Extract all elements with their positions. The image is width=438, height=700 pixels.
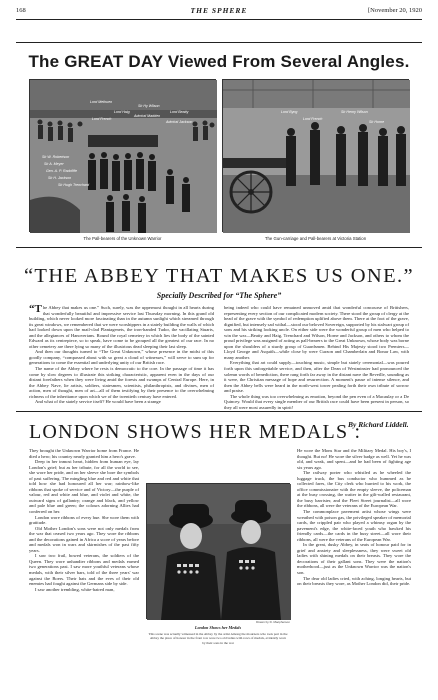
article-paragraph: Everything that art could supply—touching music, simple but stately ceremonial—was poured forth upon this unforgettable service, and then, after the Dean of Westminster had pronounced the solemn words of benediction, there rang forth far away in the distant nave the Reveille, sounding as it were, the Christian message of hope and resurrection. A moment's pause of intense silence, and then the Abbey bells were heard in the north-west tower pealing forth their own tribute of sorrow and praise. [224,360,409,394]
article-paragraph: being indeed who could have remained unmoved amid that wonderful concourse of Britishers, representing every section of our complicated modern society. There stood the group of clergy at the head of the grave with the symbol of redemption uplifted above them. There at the foot of the grave, dignified, but intensely sad withal—stood our beloved Sovereign, supported by his stalwart group of sons and his striking looking uncle. On either side were the wonderful group of men who helped to win the war—Beatty and Haig, Trenchard and Wilson, Horne and Jackson, and others to whom the proud privilege was assigned of acting as pall-bearers to the Great Unknown, whose body was borne upon the shoulders of a sturdy group of Guardsmen. Behind His Majesty stood two Premiers—Lloyd George and Asquith—while close by were Curzon and Chamberlain and Bonar Law, with many another. [224,305,409,360]
photo-label: Lord Beatty [170,110,189,114]
article-paragraph: In the great, dusky Abbey, in seats of honour paid for in grief and anxiety and sleeplessness, they were sweet old ladies with shining medals on their breasts. They wore the decorations of their gallant sons. They were the nation's motherhood—just as the Unknown Warrior was the nation's son. [297,542,411,576]
article-paragraph: Old Mother London's sons were not only medals from the war that ceased two years ago. They wore the ribbons and the decorations gained in Africa a score of years before and medals won in wars and skirmishes of the past fifty years. [29,525,139,553]
article-paragraph: He wore the Mons Star and the Military Medal. His boy's, I thought. But no! He wore the silver badge as well. Yet he was old, and weak, and spent—and he had been of fighting age six years ago. [297,448,411,470]
gun-carriage-photo [222,79,409,232]
photo-label: Sir Hy Wilson [138,104,160,108]
photo-caption: The Pall-bearers of the Unknown Warrior [83,236,162,241]
section-rule [16,411,422,412]
illustration-credit: Drawn by D. Macpherson [256,620,290,624]
photo-label: Lord Methuen [90,100,113,104]
main-headline: The GREAT DAY Viewed From Several Angles. [28,52,410,71]
article-paragraph: And what of the stately service itself? He would have been a strange [35,399,161,405]
abbey-column-1 [29,305,214,405]
london-byline: By Richard Liddell. [348,420,409,429]
article-paragraph: Deep in her inmost heart, hidden from human eye, lay London's grief; but as her tribute, for all the world to see, she wore her pride, and on her sleeve she bore the symbols of past suffering. The mingling blue and red and white that told how she had honoured all her war; rainbow-like ribbons that spoke of service and of Victory—the purple of valour, red and white and blue, and violet and white, the outward signs of gallantry; orange and black, and yellow and pale blue and green; the colours adorning Allies had conferred on her. [29,459,139,515]
article-paragraph [29,305,214,349]
abbey-article-subtitle: Specially Described for “The Sphere” [156,291,282,300]
photo-label: Sir Hugh Trenchard [58,183,90,187]
photo-label: Lord Haig [114,110,130,114]
photo-label: Sir Horne [369,120,385,124]
illustration-subcaption: This scene was actually witnessed in the Abbey by the artist Among the mourners who took part in the Abbey the place of honour in the front row were two old ladies with rows of medals, evidently worn by their sons in the war [148,632,288,645]
abbey-article-title: “THE ABBEY THAT MAKES US ONE.” [23,265,415,287]
illustration-caption: London Shows her Medals [194,625,242,630]
paragraph-text: he Abbey that makes us one.” Such, surely, was the uppermost thought in all hearts during that wonderfully beautiful and impressive service last Thursday morning. In this grand old building, which never looked more fascinating than in the autumn sunlight which streamed through its great windows, we remembered that we were worshippers in a stately building the walls of which had looked down upon the mail-clad Plantagenets, the iron-handed Tudor, the vacillating Stuarts, and the allegiances of Hanoverians. Round the royal cemetery in which lies the body of the sainted Edward as its centrepiece, so to speak, have come to be grouped all the greatest of our race. In no other cemetery are there lying so many of the illustrious dead sleeping their last sleep. [29,305,214,349]
london-article-title: LONDON SHOWS HER MEDALS : [29,421,362,443]
photo-label: Sir H. Jackson [48,176,72,180]
header-rule [16,19,422,20]
article-paragraph: The dear old ladies cried, with aching, longing hearts, but on their breasts they wore, as Mother London did, their pride. [297,575,411,587]
article-paragraph: I saw two frail, bowed veterans, the soldiers of the Queen. They wore unhandier ribbons and medals earned two generations past. I saw more youthful veterans whose medals, with their silver bars, told of the three years' war against the Boers. Their hats and the eves of their old enemies had fought against the Germans side by side. [29,553,139,587]
issue-date: [November 20, 1920 [368,7,422,14]
medals-illustration-frame [146,483,290,619]
photo-label: Sir A. Meyer [44,162,64,166]
photo-label: Lord French [303,117,323,121]
article-paragraph: And then our thoughts turned to “The Great Unknown,” whose presence in the midst of this goodly company, “compassed about with so great a cloud of witnesses,” will serve to sum up for generations to come the essential and underlying unity of our British race. [29,349,214,366]
article-paragraph: The whole thing was too overwhelming as emotion, beyond the pen even of a Macaulay or a De Quincey. Would that every single member of our British race could have been present in person, so they all were most assuredly in spirit! [224,393,409,410]
photo-label: Admiral Jackson [166,120,193,124]
masthead: THE SPHERE [190,6,248,15]
article-paragraph: London wore ribbons of every hue. She wore them with gratitude. [29,514,139,526]
article-paragraph: The commonplace pavement artist whose wings were wreathed with poison gas, the privileged speaker of memorial cards, the crippled pair who played a whimsy organ by the pavement's edge, the white-faced youth who hawked his friendly cards—the cards in the busy street—all wore their ribbons, all were the veterans of the European War. [297,509,411,542]
gun-carriage-illustration [223,80,410,233]
photo-label: Lord Byng [281,110,298,114]
photo-caption: The Gun-carriage and Pall-bearers at Victoria Station [264,236,367,241]
london-column-1 [29,448,139,688]
abbey-column-2 [224,305,409,410]
photo-label: Sir Henry Wilson [341,110,368,114]
pallbearers-photo [29,79,216,232]
photo-label: Lord French [92,117,112,121]
photo-label: Admiral Madden [134,114,161,118]
article-paragraph: The name of the Abbey where he rests is democratic to the core. In the passage of time it has come by slow degrees to illustrate this striking characteristic, apparent even in the days of our distant forefathers when they were living amid the forests and swamps of Central Europe. Here, in the Abbey Nave, lie artists, soldiers, statesmen, scientists, philanthropists, and divines, men of action, men of thought, men of art—all of them testifying by their presence to the overwhelming richness of the inheritance upon which we of the twentieth century have entered. [29,366,214,399]
section-rule [16,247,422,248]
page-header [16,7,422,17]
london-column-3 [297,448,411,688]
drop-cap: “T [29,303,42,315]
medals-illustration [147,484,291,620]
article-paragraph: I saw another trembling, white-haired man, [35,586,115,592]
headline-rule-top [16,42,422,43]
article-paragraph: The railway porter who whistled as he wheeled the luggage truck, the bus conductor who hummed as he collected fares, the City clerk who hurried to his work, the office commissionaire with the empty sleeve, the policeman at the busy crossing, the waiter in the gilt-walled restaurant, the busy barrister, and the Fleet Street journalist—all wore the ribbons, all were the veterans of the European War. [297,470,411,509]
article-paragraph: They brought the Unknown Warrior home from France. He died a hero; his country nearly granted him a hero's grave. [29,448,139,459]
page-number: 168 [16,7,26,14]
photo-label: Sir W. Robertson [42,155,70,159]
photo-label: Gen. A. P. Radcliffe [46,169,77,173]
